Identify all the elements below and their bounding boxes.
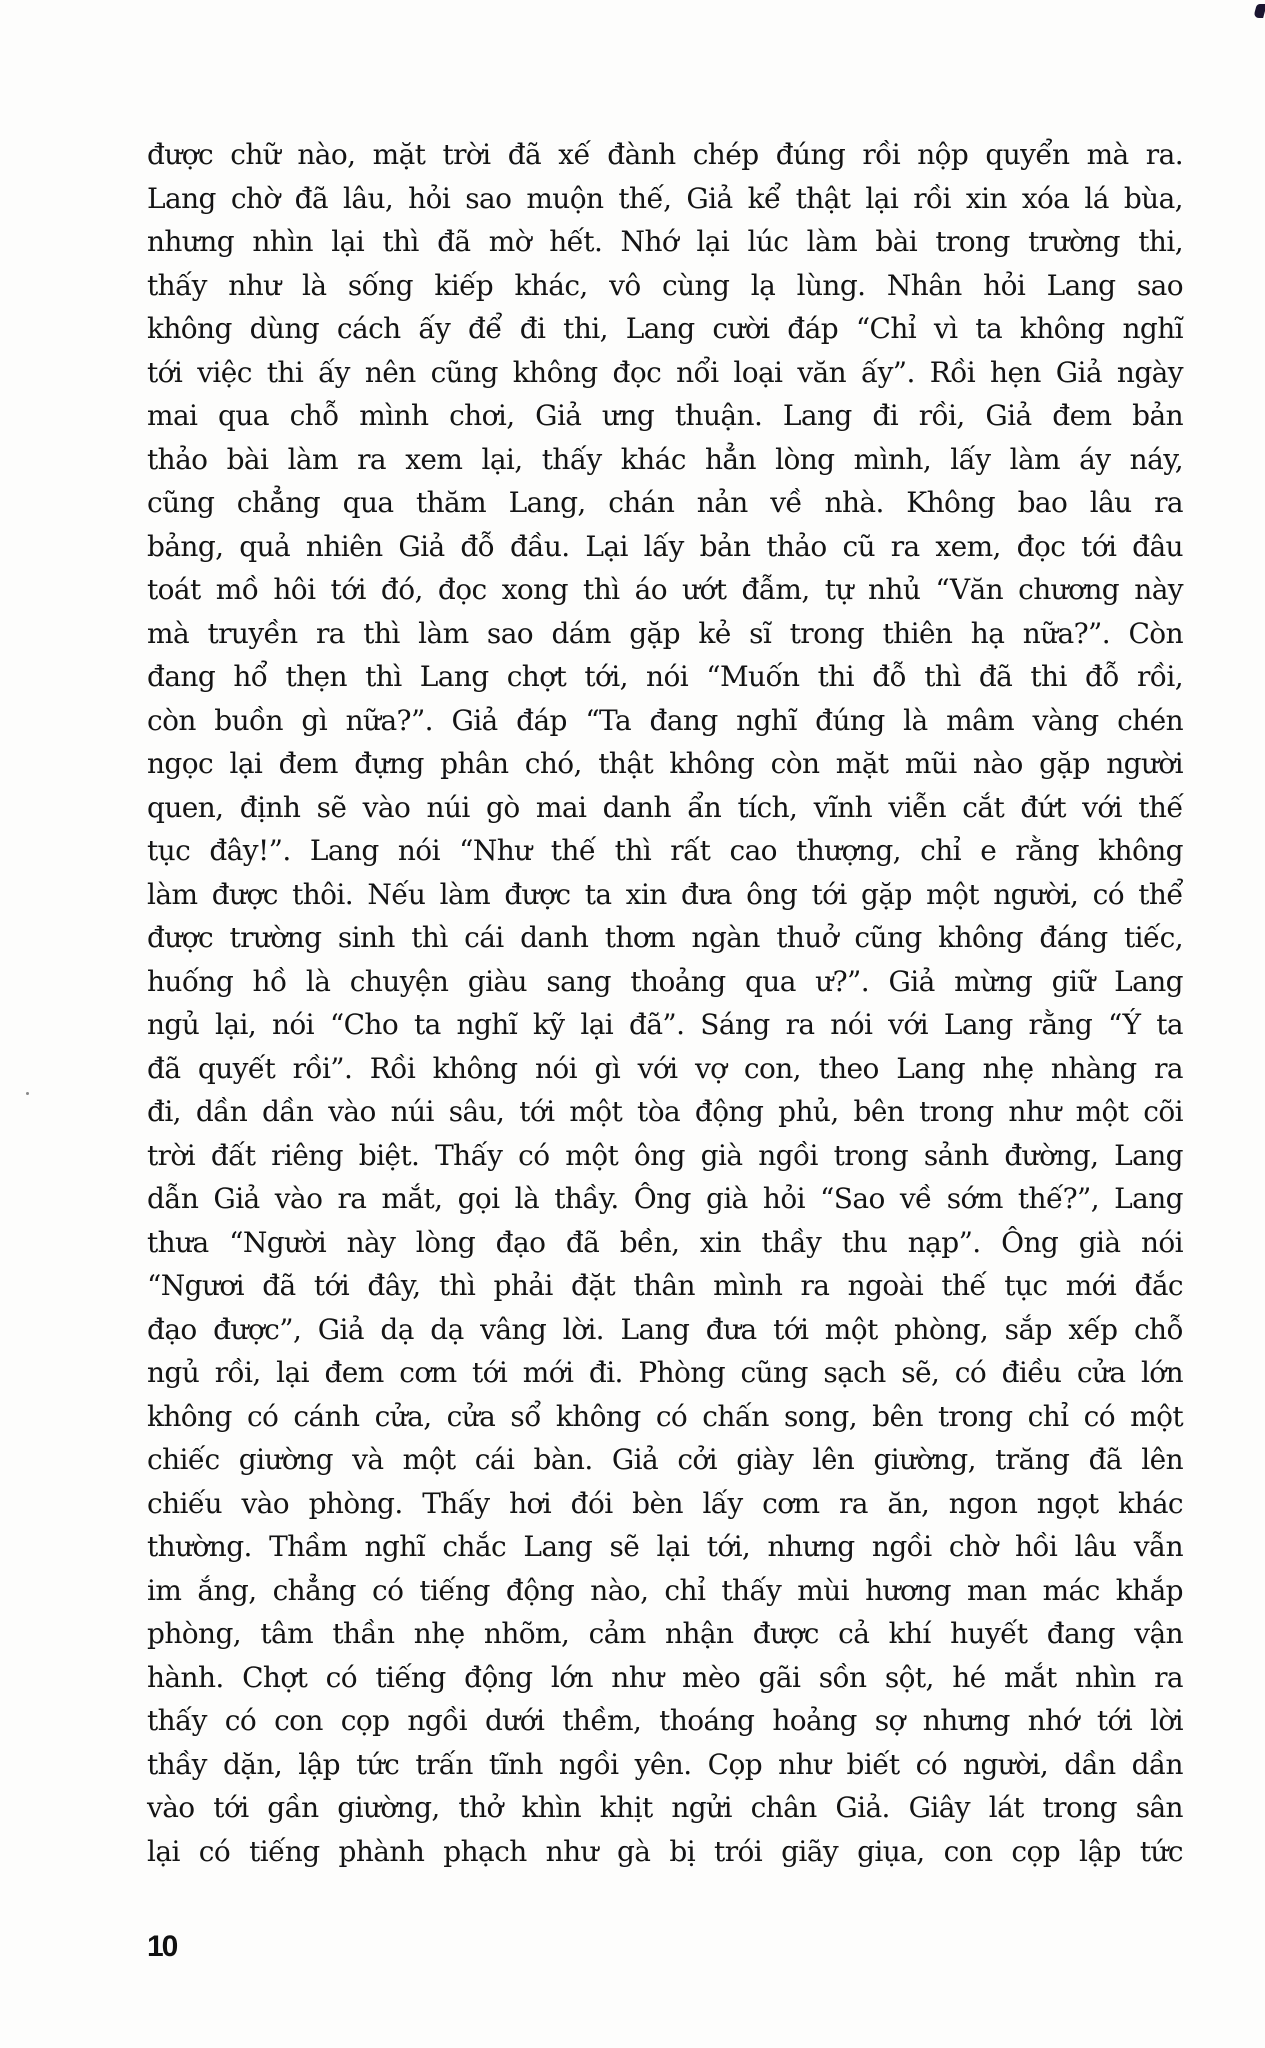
- text-line: Lang chờ đã lâu, hỏi sao muộn thế, Giả kể thật lại rồi xin xóa lá bùa,: [147, 181, 1183, 215]
- text-line: nhưng nhìn lại thì đã mờ hết. Nhớ lại lúc làm bài trong trường thi,: [147, 225, 1183, 258]
- text-line: trời đất riêng biệt. Thấy có một ông già ngồi trong sảnh đường, Lang: [147, 1138, 1183, 1172]
- text-line: bảng, quả nhiên Giả đỗ đầu. Lại lấy bản thảo cũ ra xem, đọc tới đâu: [147, 529, 1183, 563]
- text-line: thấy có con cọp ngồi dưới thềm, thoáng hoảng sợ nhưng nhớ tới lời: [147, 1704, 1183, 1737]
- text-line: chiếc giường và một cái bàn. Giả cởi giày lên giường, trăng đã lên: [147, 1443, 1183, 1476]
- text-line: còn buồn gì nữa?”. Giả đáp “Ta đang nghĩ đúng là mâm vàng chén: [147, 703, 1183, 737]
- text-line: thường. Thầm nghĩ chắc Lang sẽ lại tới, nhưng ngồi chờ hồi lâu vẫn: [147, 1530, 1183, 1563]
- text-line: thưa “Người này lòng đạo đã bền, xin thầy thu nạp”. Ông già nói: [147, 1225, 1183, 1259]
- text-line: lại có tiếng phành phạch như gà bị trói giãy giụa, con cọp lập tức: [147, 1834, 1183, 1868]
- text-line: toát mồ hôi tới đó, đọc xong thì áo ướt đẫm, tự nhủ “Văn chương này: [147, 573, 1183, 606]
- text-line: vào tới gần giường, thở khìn khịt ngửi chân Giả. Giây lát trong sân: [147, 1791, 1183, 1824]
- text-line: tục đây!”. Lang nói “Như thế thì rất cao thượng, chỉ e rằng không: [147, 834, 1183, 867]
- text-line: làm được thôi. Nếu làm được ta xin đưa ông tới gặp một người, có thể: [147, 877, 1183, 911]
- text-line: mà truyền ra thì làm sao dám gặp kẻ sĩ trong thiên hạ nữa?”. Còn: [147, 616, 1183, 650]
- text-line: “Ngươi đã tới đây, thì phải đặt thân mình ra ngoài thế tục mới đắc: [147, 1269, 1183, 1302]
- text-line: thảo bài làm ra xem lại, thấy khác hẳn lòng mình, lấy làm áy náy,: [147, 442, 1183, 476]
- text-line: cũng chẳng qua thăm Lang, chán nản về nhà. Không bao lâu ra: [147, 486, 1183, 519]
- text-line: ngọc lại đem đựng phân chó, thật không còn mặt mũi nào gặp người: [147, 747, 1183, 780]
- text-line: đang hổ thẹn thì Lang chợt tới, nói “Muốn thi đỗ thì đã thi đỗ rồi,: [147, 660, 1183, 693]
- text-line: huống hồ là chuyện giàu sang thoảng qua ư?”. Giả mừng giữ Lang: [147, 964, 1183, 998]
- text-line: ngủ lại, nói “Cho ta nghĩ kỹ lại đã”. Sáng ra nói với Lang rằng “Ý ta: [147, 1008, 1183, 1041]
- scan-speck: [26, 1092, 29, 1095]
- text-line: được trường sinh thì cái danh thơm ngàn thuở cũng không đáng tiếc,: [147, 921, 1183, 954]
- text-line: thầy dặn, lập tức trấn tĩnh ngồi yên. Cọp như biết có người, dần dần: [147, 1747, 1183, 1781]
- text-line: quen, định sẽ vào núi gò mai danh ẩn tích, vĩnh viễn cắt đứt với thế: [147, 790, 1183, 824]
- text-line: mai qua chỗ mình chơi, Giả ưng thuận. Lang đi rồi, Giả đem bản: [147, 399, 1183, 432]
- text-line: chiếu vào phòng. Thấy hơi đói bèn lấy cơm ra ăn, ngon ngọt khác: [147, 1486, 1183, 1520]
- text-line: không có cánh cửa, cửa sổ không có chấn song, bên trong chỉ có một: [147, 1399, 1183, 1433]
- text-line: được chữ nào, mặt trời đã xế đành chép đúng rồi nộp quyển mà ra.: [147, 138, 1183, 171]
- text-line: đạo được”, Giả dạ dạ vâng lời. Lang đưa tới một phòng, sắp xếp chỗ: [147, 1312, 1183, 1346]
- text-line: không dùng cách ấy để đi thi, Lang cười đáp “Chỉ vì ta không nghĩ: [147, 312, 1183, 345]
- body-text: [147, 133, 1183, 1873]
- text-line: phòng, tâm thần nhẹ nhõm, cảm nhận được cả khí huyết đang vận: [147, 1617, 1183, 1650]
- page-number: 10: [147, 1930, 177, 1963]
- text-line: hành. Chợt có tiếng động lớn như mèo gãi sồn sột, hé mắt nhìn ra: [147, 1660, 1183, 1694]
- text-line: im ắng, chẳng có tiếng động nào, chỉ thấy mùi hương man mác khắp: [147, 1573, 1183, 1607]
- text-line: thấy như là sống kiếp khác, vô cùng lạ lùng. Nhân hỏi Lang sao: [147, 268, 1183, 302]
- scan-corner-mark: [1253, 4, 1265, 18]
- text-line: đi, dần dần vào núi sâu, tới một tòa động phủ, bên trong như một cõi: [147, 1095, 1183, 1128]
- text-line: ngủ rồi, lại đem cơm tới mới đi. Phòng cũng sạch sẽ, có điều cửa lớn: [147, 1356, 1183, 1389]
- text-line: dẫn Giả vào ra mắt, gọi là thầy. Ông già hỏi “Sao về sớm thế?”, Lang: [147, 1182, 1183, 1215]
- text-line: đã quyết rồi”. Rồi không nói gì với vợ con, theo Lang nhẹ nhàng ra: [147, 1051, 1183, 1085]
- text-line: tới việc thi ấy nên cũng không đọc nổi loại văn ấy”. Rồi hẹn Giả ngày: [147, 355, 1183, 389]
